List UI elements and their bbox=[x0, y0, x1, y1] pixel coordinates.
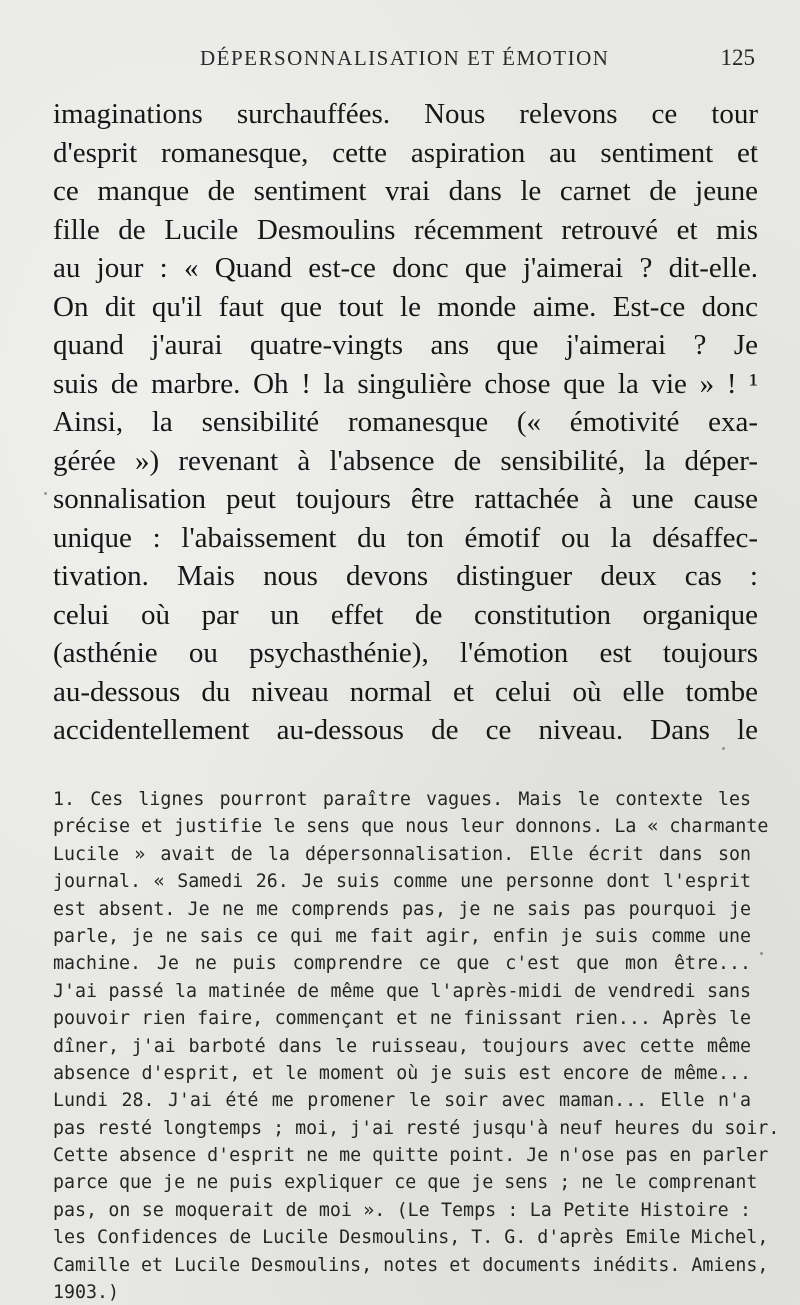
text-line: au-dessous du niveau normal et celui où elle tombe bbox=[53, 675, 758, 708]
footnote-line: précise et justifie le sens que nous leur donnons. La « charmante bbox=[53, 816, 769, 838]
text-line: celui où par un effet de constitution organique bbox=[53, 598, 758, 631]
text-line: ce manque de sentiment vrai dans le carnet de jeune bbox=[53, 175, 758, 207]
footnote-line: Camille et Lucile Desmoulins, notes et documents inédits. Amiens, bbox=[53, 1254, 769, 1276]
text-line: accidentellement au-dessous de ce niveau. Dans le bbox=[53, 714, 758, 746]
footnote-line: 1. Ces lignes pourront paraître vagues. Mais le contexte les bbox=[53, 789, 751, 810]
text-line: unique : l'abaissement du ton émotif ou la désaffec- bbox=[53, 521, 758, 554]
paper-speck bbox=[760, 952, 763, 955]
footnote-line: est absent. Je ne me comprends pas, je ne sais pas pourquoi je bbox=[53, 898, 751, 920]
text-line: imaginations surchauffées. Nous relevons ce tour bbox=[53, 98, 758, 130]
text-line: Ainsi, la sensibilité romanesque (« émotivité exa- bbox=[53, 406, 758, 438]
text-line: d'esprit romanesque, cette aspiration au sentiment et bbox=[53, 136, 758, 169]
text-line: fille de Lucile Desmoulins récemment retrouvé et mis bbox=[53, 213, 758, 246]
text-line: tivation. Mais nous devons distinguer deux cas : bbox=[53, 560, 758, 592]
text-line: (asthénie ou psychasthénie), l'émotion est toujours bbox=[53, 637, 758, 669]
text-line: On dit qu'il faut que tout le monde aime. Est-ce donc bbox=[53, 290, 758, 323]
footnote bbox=[53, 786, 780, 1305]
running-title: DÉPERSONNALISATION ET ÉMOTION bbox=[200, 46, 610, 70]
footnote-line: journal. « Samedi 26. Je suis comme une personne dont l'esprit bbox=[53, 871, 751, 893]
footnote-line: 1903.) bbox=[53, 1282, 120, 1304]
text-line: quand j'aurai quatre-vingts ans que j'aimerai ? Je bbox=[53, 329, 758, 361]
footnote-line: parce que je ne puis expliquer ce que je sens ; ne le comprenant bbox=[53, 1172, 758, 1194]
paper-speck bbox=[754, 146, 757, 149]
text-line: gérée ») revenant à l'absence de sensibilité, la déper- bbox=[53, 444, 758, 477]
footnote-line: pas, on se moquerait de moi ». (Le Temps : La Petite Histoire : bbox=[53, 1199, 751, 1221]
footnote-line: J'ai passé la matinée de même que l'après-midi de vendredi sans bbox=[53, 980, 751, 1002]
text-line: suis de marbre. Oh ! la singulière chose que la vie » ! ¹ bbox=[53, 367, 758, 400]
paper-speck bbox=[44, 492, 47, 495]
text-line: sonnalisation peut toujours être rattachée à une cause bbox=[53, 483, 758, 515]
paper-speck bbox=[722, 747, 725, 750]
footnote-line: machine. Je ne puis comprendre ce que c'est que mon être... bbox=[53, 953, 751, 975]
footnote-line: absence d'esprit, et le moment où je suis est encore de même... bbox=[53, 1062, 751, 1084]
running-head bbox=[55, 42, 775, 76]
text-line: au jour : « Quand est-ce donc que j'aimerai ? dit-elle. bbox=[53, 252, 758, 284]
footnote-line: pouvoir rien faire, commençant et ne finissant rien... Après le bbox=[53, 1008, 751, 1030]
footnote-line: Lucile » avait de la dépersonnalisation. Elle écrit dans son bbox=[53, 843, 751, 865]
footnote-line: Cette absence d'esprit ne me quitte point. Je n'ose pas en parler bbox=[53, 1145, 769, 1167]
footnote-line: pas resté longtemps ; moi, j'ai resté jusqu'à neuf heures du soir. bbox=[53, 1117, 780, 1139]
footnote-line: parle, je ne sais ce qui me fait agir, enfin je suis comme une bbox=[53, 925, 751, 947]
footnote-line: les Confidences de Lucile Desmoulins, T. G. d'après Emile Michel, bbox=[53, 1227, 769, 1249]
main-text bbox=[53, 95, 758, 750]
footnote-line: dîner, j'ai barboté dans le ruisseau, toujours avec cette même bbox=[53, 1035, 751, 1057]
page-number: 125 bbox=[720, 45, 755, 70]
footnote-line: Lundi 28. J'ai été me promener le soir avec maman... Elle n'a bbox=[53, 1090, 751, 1112]
